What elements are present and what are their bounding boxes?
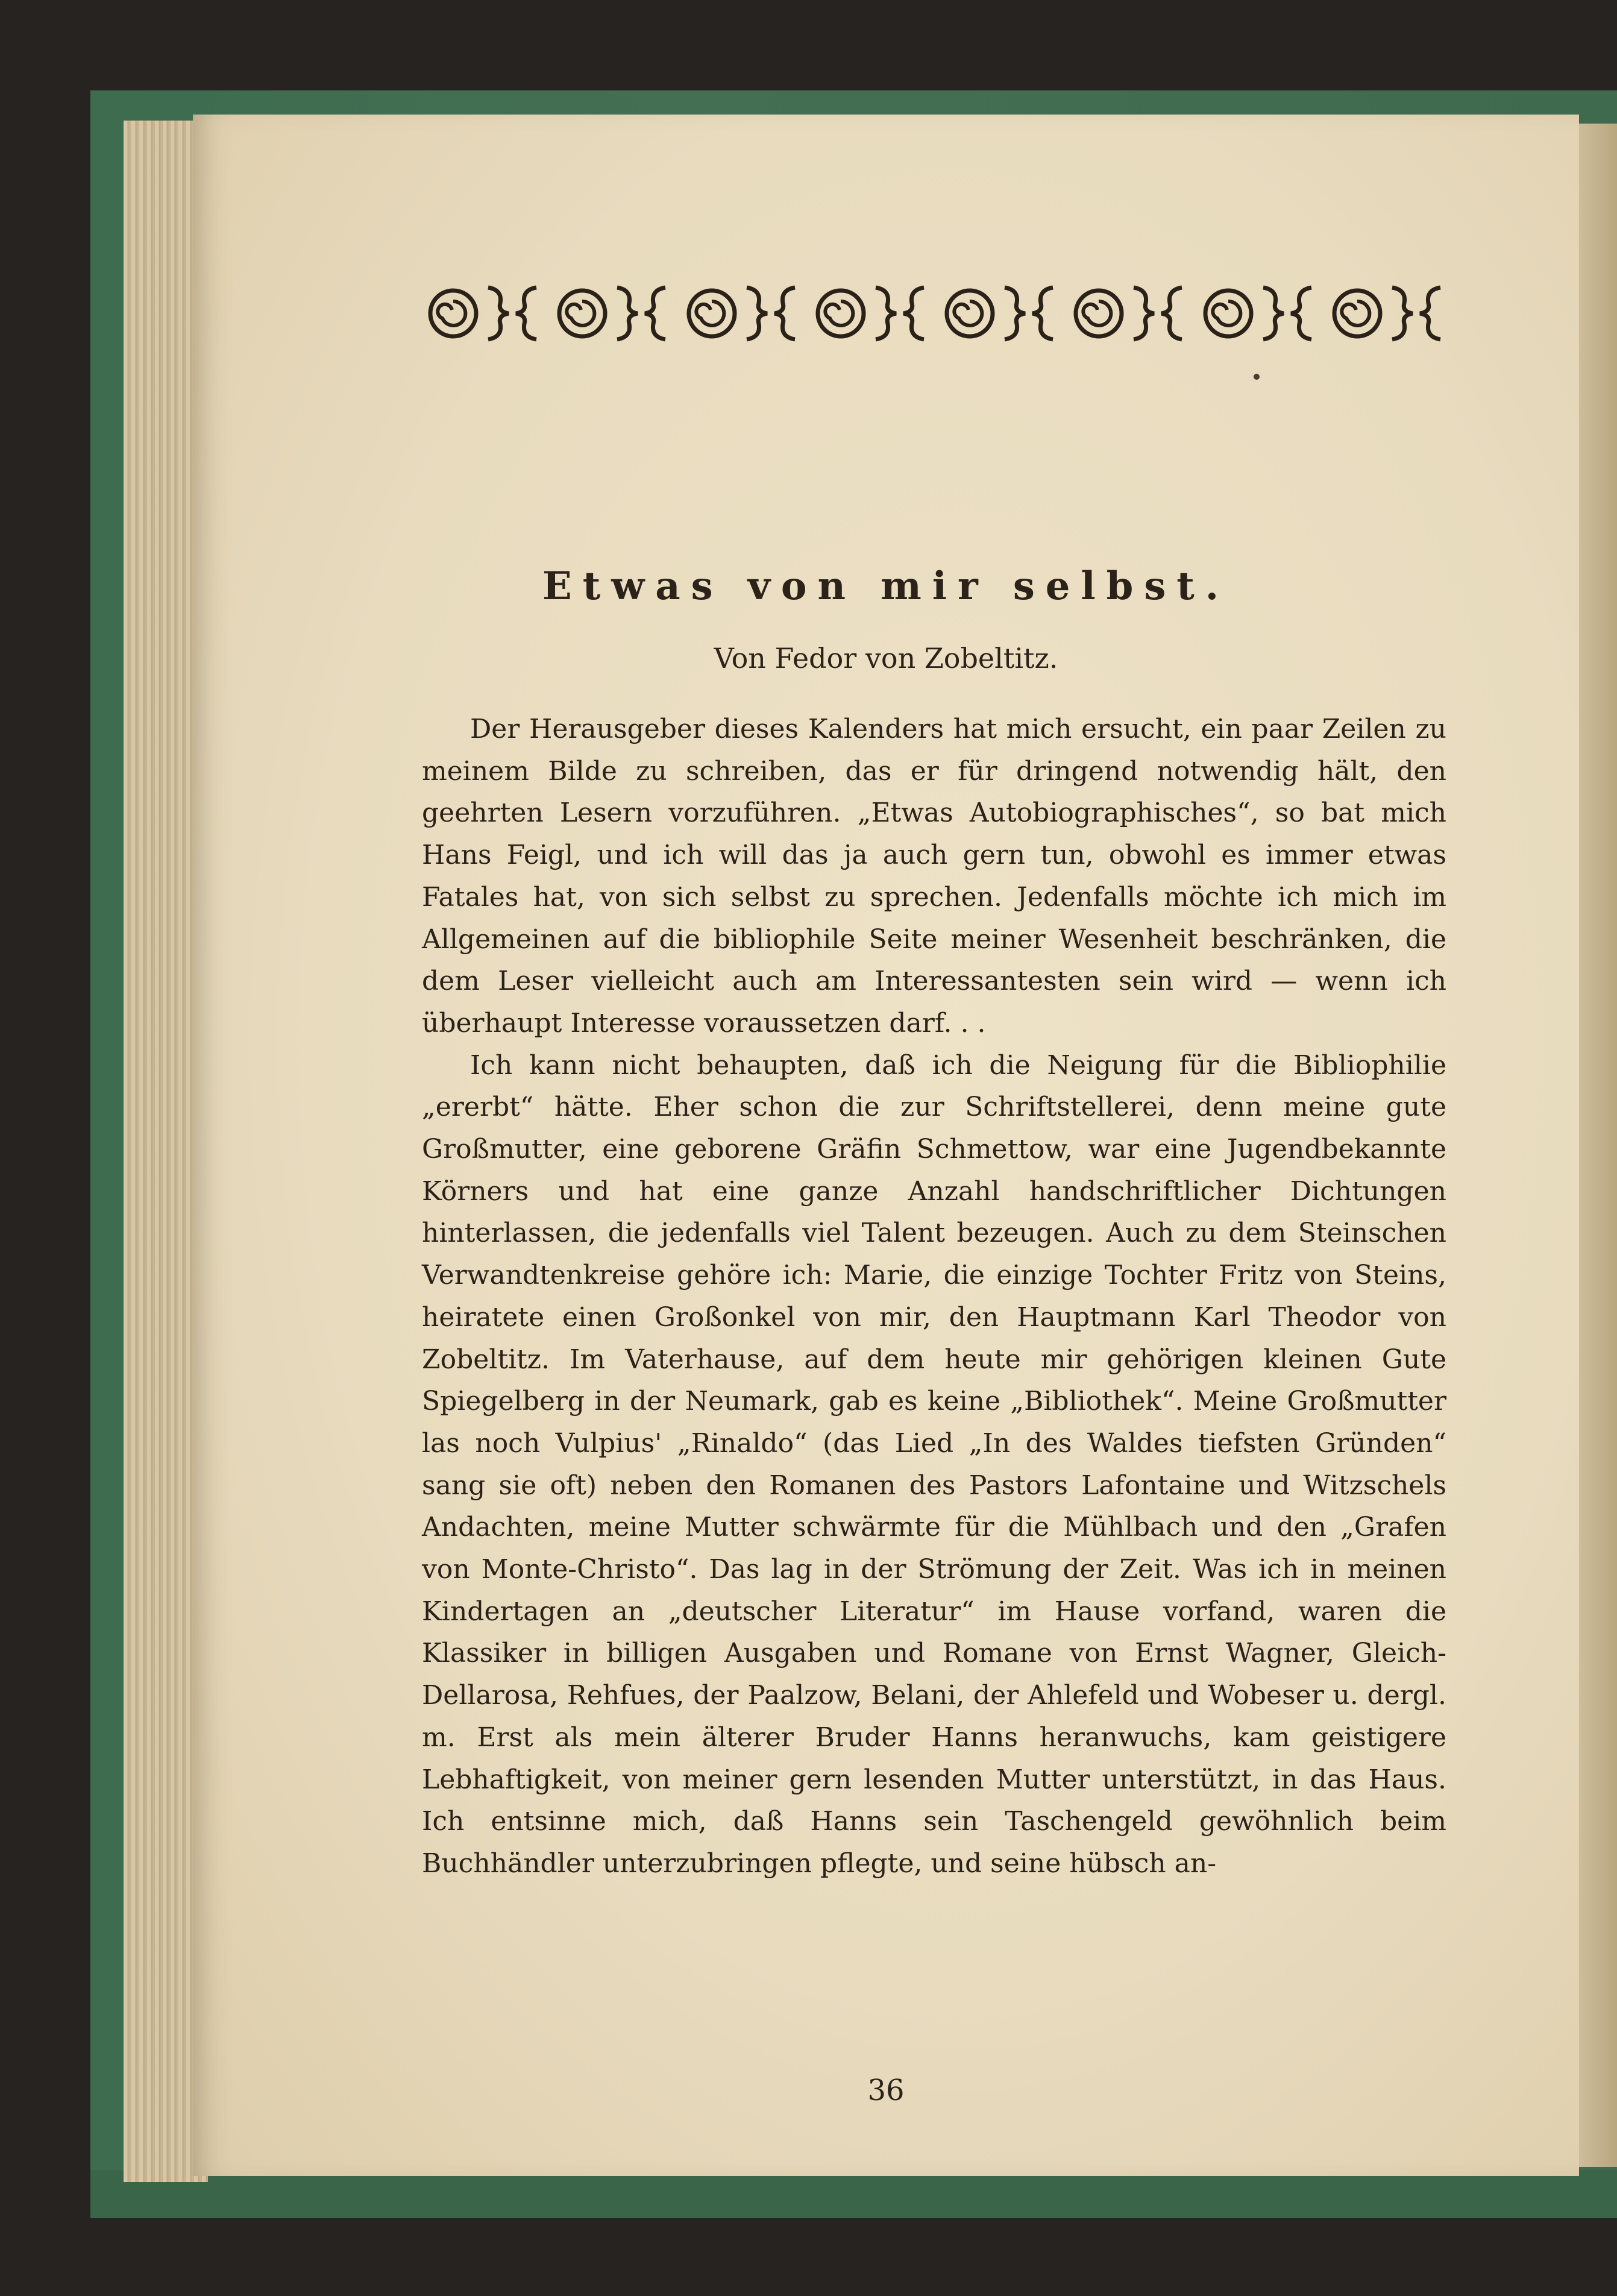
- book-cover-bottom: [90, 2170, 1617, 2218]
- ornament-motif: [809, 280, 930, 347]
- ink-speck: [1254, 374, 1260, 380]
- ornament-motif: [1197, 280, 1317, 347]
- page-number: 36: [867, 2074, 905, 2107]
- article-body: [422, 708, 1446, 1885]
- ornament-motif: [680, 280, 801, 347]
- paragraph: Der Herausgeber dieses Kalenders hat mich ersucht, ein paar Zeilen zu meinem Bilde zu schreiben, das er für dringend notwendig hält, den geehrten Lesern vorzuführen. „Etwas Autobiographisches“, so bat mich Hans Feigl, und ich will das ja auch gern tun, obwohl es immer etwas Fatales hat, von sich selbst zu sprechen. Jedenfalls möchte ich mich im Allgemeinen auf die bibliophile Seite meiner Wesenheit beschränken, die dem Leser vielleicht auch am Interessantesten sein wird — wenn ich überhaupt Interesse voraussetzen darf. . .: [422, 714, 1446, 1039]
- article-byline: Von Fedor von Zobeltitz.: [714, 642, 1058, 675]
- ornament-motif: [1067, 280, 1188, 347]
- ornament-motif: [938, 280, 1059, 347]
- ornament-motif: [1326, 280, 1446, 347]
- ornament-motif: [551, 280, 671, 347]
- paragraph: Ich kann nicht behaupten, daß ich die Neigung für die Bibliophilie „ererbt“ hätte. Eher schon die zur Schriftstellerei, denn meine gute Großmutter, eine geborene Gräfin Schmettow, war eine Jugendbekannte Körners und hat eine ganze Anzahl handschriftlicher Dichtungen hinterlassen, die jedenfalls viel Talent bezeugen. Auch zu dem Steinschen Verwandtenkreise gehöre ich: Marie, die einzige Tochter Fritz von Steins, heiratete einen Großonkel von mir, den Hauptmann Karl Theodor von Zobeltitz. Im Vaterhause, auf dem heute mir gehörigen kleinen Gute Spiegelberg in der Neumark, gab es keine „Bibliothek“. Meine Großmutter las noch Vulpius' „Rinaldo“ (das Lied „In des Waldes tiefsten Gründen“ sang sie oft) neben den Romanen des Pastors Lafontaine und Witzschels Andachten, meine Mutter schwärmte für die Mühlbach und den „Grafen von Monte-Christo“. Das lag in der Strömung der Zeit. Was ich in meinen Kindertagen an „deutscher Literatur“ im Hause vorfand, waren die Klassiker in billigen Ausgaben und Romane von Ernst Wagner, Gleich-Dellarosa, Rehfues, der Paalzow, Belani, der Ahlefeld und Wobeser u. dergl. m. Erst als mein älterer Bruder Hanns heranwuchs, kam geistigere Lebhaftigkeit, von meiner gern lesenden Mutter unterstützt, in das Haus. Ich entsinne mich, daß Hanns sein Taschengeld gewöhnlich beim Buchhändler unterzubringen pflegte, und seine hübsch an-: [422, 1049, 1446, 1879]
- facing-page-edge: [1579, 124, 1617, 2167]
- ornament-motif: [422, 280, 542, 347]
- decorative-ornament-band: [422, 280, 1446, 347]
- article-title: Etwas von mir selbst.: [542, 564, 1229, 609]
